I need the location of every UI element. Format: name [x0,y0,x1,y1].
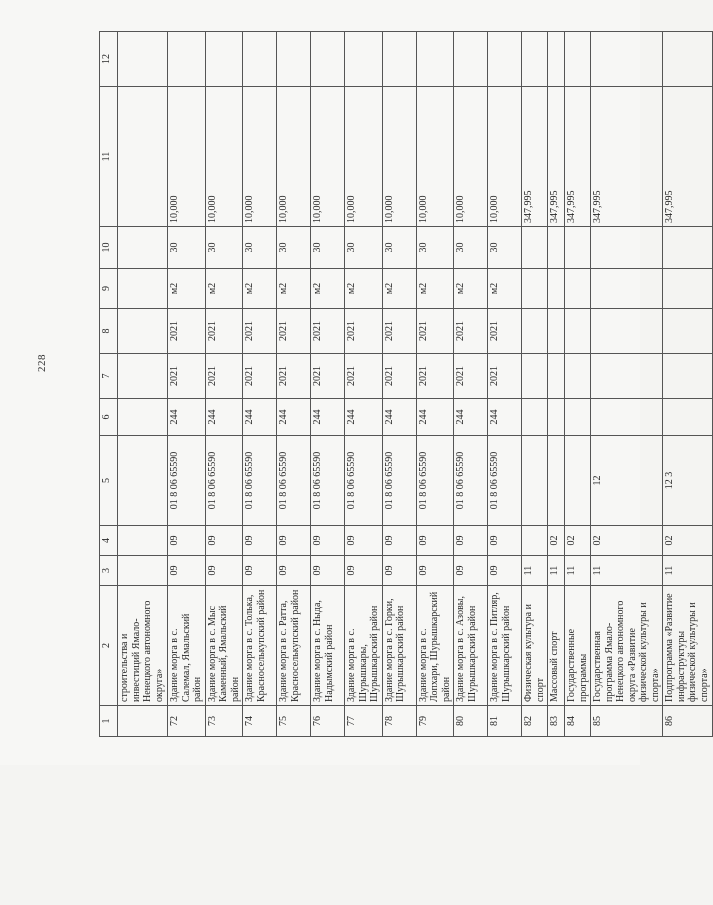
table-cell: 09 [277,526,311,556]
table-cell: 30 [345,227,383,269]
table-cell: 2021 [454,309,488,354]
table-cell: 01 8 06 65590 [345,436,383,526]
table-cell: 2021 [277,354,311,399]
table-cell: Подпрограмма «Развитие инфраструктуры физической культуры и спорта» [663,586,713,706]
table-cell [382,32,416,87]
header-cell: 4 [100,526,118,556]
table-cell [118,309,168,354]
table-cell: 10,000 [454,87,488,227]
table-cell [454,32,488,87]
table-cell [118,526,168,556]
table-cell: 244 [205,399,243,436]
table-row [345,32,383,737]
table-cell [663,354,713,399]
table-cell: м2 [454,269,488,309]
table-cell: Здание морга в с. Толька, Красноселькупский район [243,586,277,706]
table-cell: 09 [382,556,416,586]
table-cell: 2021 [382,309,416,354]
table-cell: 2021 [488,354,522,399]
table-cell: м2 [205,269,243,309]
table-cell: 01 8 06 65590 [311,436,345,526]
table-cell: Здание морга в с. Ратта, Красноселькупский район [277,586,311,706]
table-cell: 09 [416,526,454,556]
table-row [488,32,522,737]
table-cell [118,269,168,309]
table-cell [522,399,548,436]
table-cell [591,309,663,354]
rotated-table-wrapper [99,32,710,737]
table-cell: 30 [311,227,345,269]
table-cell: 09 [345,526,383,556]
table-cell: 244 [416,399,454,436]
table-row [277,32,311,737]
table-cell [345,32,383,87]
table-cell: 09 [205,556,243,586]
table-cell: 2021 [345,354,383,399]
table-cell [118,556,168,586]
table-cell: м2 [345,269,383,309]
table-cell: 09 [488,556,522,586]
table-cell: 09 [205,526,243,556]
header-cell: 7 [100,354,118,399]
table-cell: 11 [663,556,713,586]
table-cell: 30 [382,227,416,269]
table-cell [591,227,663,269]
table-cell: 347,995 [522,87,548,227]
table-cell: 09 [243,526,277,556]
table-cell: 244 [454,399,488,436]
table-cell [565,32,591,87]
table-cell: 244 [277,399,311,436]
table-cell: 2021 [277,309,311,354]
table-row [382,32,416,737]
table-cell: 01 8 06 65590 [382,436,416,526]
table-cell: 2021 [311,309,345,354]
table-cell: 30 [168,227,206,269]
table-cell: 09 [488,526,522,556]
table-cell [522,526,548,556]
table-cell: 09 [416,556,454,586]
table-cell: 10,000 [416,87,454,227]
table-cell: Здание морга в с. Ныда, Надымский район [311,586,345,706]
table-row [522,32,548,737]
table-cell [118,227,168,269]
table-cell: 09 [168,556,206,586]
table-row [663,32,713,737]
table-row [454,32,488,737]
table-cell: Государственная программа Ямало-Ненецкого автономного округа «Развитие физической культуры и спорта» [591,586,663,706]
table-cell: 85 [591,706,663,737]
header-cell: 8 [100,309,118,354]
table-cell [243,32,277,87]
table-cell [663,227,713,269]
table-cell: 09 [243,556,277,586]
table-cell [663,399,713,436]
table-cell: м2 [488,269,522,309]
table-cell: 2021 [168,354,206,399]
table-cell [118,32,168,87]
table-cell [565,227,591,269]
table-cell [591,354,663,399]
table-cell: м2 [311,269,345,309]
table-cell [522,436,548,526]
table-cell: 02 [565,526,591,556]
table-cell: 10,000 [168,87,206,227]
table-cell: 09 [277,556,311,586]
table-cell: 72 [168,706,206,737]
table-cell [118,706,168,737]
table-cell: 10,000 [488,87,522,227]
table-cell: 01 8 06 65590 [205,436,243,526]
table-cell: 11 [548,556,565,586]
table-cell: 2021 [243,309,277,354]
table-cell [522,354,548,399]
table-cell: 01 8 06 65590 [243,436,277,526]
table-cell [565,309,591,354]
table-cell [663,269,713,309]
table-cell [118,354,168,399]
table-cell [118,87,168,227]
table-cell: 244 [345,399,383,436]
table-cell [118,436,168,526]
table-cell: 02 [591,526,663,556]
table-cell: 30 [205,227,243,269]
table-cell: 2021 [416,309,454,354]
header-cell: 3 [100,556,118,586]
table-cell: 347,995 [548,87,565,227]
table-cell: 244 [382,399,416,436]
table-cell: 244 [168,399,206,436]
table-cell: 2021 [382,354,416,399]
table-cell [416,32,454,87]
table-body [100,32,713,737]
table-cell: 84 [565,706,591,737]
table-row [591,32,663,737]
table-cell: 74 [243,706,277,737]
table-cell [311,32,345,87]
table-cell [488,32,522,87]
table-cell [522,269,548,309]
table-cell [591,32,663,87]
table-cell: 73 [205,706,243,737]
table-cell: 12 3 [663,436,713,526]
table-cell: 09 [168,526,206,556]
table-cell: строительства и инвестиций Ямало-Ненецкого автономного округа» [118,586,168,706]
header-cell: 10 [100,227,118,269]
table-cell: Здание морга в с. Питляр, Шурышкарский район [488,586,522,706]
table-cell: 12 [591,436,663,526]
table-cell: м2 [168,269,206,309]
table-cell: 79 [416,706,454,737]
table-cell [168,32,206,87]
table-cell [565,436,591,526]
table-cell [565,269,591,309]
table-cell: 2021 [416,354,454,399]
table-cell [591,399,663,436]
table-cell [548,32,565,87]
table-cell: 347,995 [591,87,663,227]
header-cell: 9 [100,269,118,309]
table-cell [548,436,565,526]
table-cell [548,399,565,436]
table-row [118,32,168,737]
table-cell: 80 [454,706,488,737]
table-cell: 83 [548,706,565,737]
table-cell: 77 [345,706,383,737]
table-cell: 02 [548,526,565,556]
table-cell: 30 [243,227,277,269]
table-cell: 244 [243,399,277,436]
table-cell: 10,000 [382,87,416,227]
table-cell: 01 8 06 65590 [168,436,206,526]
table-cell: м2 [416,269,454,309]
table-row [311,32,345,737]
table-cell: Здание морга в с. Азовы, Шурышкарский район [454,586,488,706]
table-cell: 09 [311,556,345,586]
table-cell [565,399,591,436]
table-cell [663,32,713,87]
table-cell [118,399,168,436]
table-cell: Здание морга в с. Горки, Шурышкарский район [382,586,416,706]
header-cell: 11 [100,87,118,227]
table-row [243,32,277,737]
table-cell: 81 [488,706,522,737]
table-cell: Физическая культура и спорт [522,586,548,706]
table-cell: 10,000 [345,87,383,227]
table-cell: 09 [454,526,488,556]
table-cell: 10,000 [243,87,277,227]
table-cell: 347,995 [663,87,713,227]
table-row [548,32,565,737]
table-cell: 10,000 [277,87,311,227]
table-cell [548,354,565,399]
table-cell: 30 [488,227,522,269]
table-cell: 347,995 [565,87,591,227]
table-cell: м2 [382,269,416,309]
table-cell: м2 [277,269,311,309]
table-cell: 11 [591,556,663,586]
table-cell: 75 [277,706,311,737]
header-cell: 12 [100,32,118,87]
table-cell [522,227,548,269]
table-cell [548,269,565,309]
table-cell: м2 [243,269,277,309]
table-header-row [100,32,118,737]
page-number: 228 [36,354,48,372]
table-cell: 11 [565,556,591,586]
table-cell: 2021 [205,309,243,354]
table-cell: Государственные программы [565,586,591,706]
table-cell [663,309,713,354]
table-cell: 01 8 06 65590 [277,436,311,526]
table-cell: 01 8 06 65590 [488,436,522,526]
table-cell: 2021 [311,354,345,399]
table-cell: 244 [488,399,522,436]
table-cell: 2021 [345,309,383,354]
table-row [205,32,243,737]
table-row [565,32,591,737]
table-cell: 09 [382,526,416,556]
table-cell [565,354,591,399]
header-cell: 6 [100,399,118,436]
table-cell [591,269,663,309]
table-cell: Здание морга в с. Шурышкары, Шурышкарский район [345,586,383,706]
header-cell: 2 [100,586,118,706]
table-cell: 11 [522,556,548,586]
table-cell: Массовый спорт [548,586,565,706]
table-cell: 09 [345,556,383,586]
table-cell: 86 [663,706,713,737]
table-cell: 10,000 [205,87,243,227]
table-cell: 2021 [488,309,522,354]
table-cell: 09 [311,526,345,556]
table-row [168,32,206,737]
table-cell [548,227,565,269]
table-cell: 09 [454,556,488,586]
table-cell [522,309,548,354]
table-cell: 30 [416,227,454,269]
budget-table [99,31,713,737]
header-cell: 5 [100,436,118,526]
table-cell [205,32,243,87]
table-cell: 244 [311,399,345,436]
table-cell: 2021 [168,309,206,354]
table-cell: Здание морга в с. Салемал, Ямальский район [168,586,206,706]
header-cell: 1 [100,706,118,737]
table-cell: 01 8 06 65590 [416,436,454,526]
table-cell: 10,000 [311,87,345,227]
table-cell: 30 [277,227,311,269]
table-cell [277,32,311,87]
table-cell: Здание морга в с. Мыс Каменный, Ямальский район [205,586,243,706]
table-cell: 2021 [454,354,488,399]
table-cell [548,309,565,354]
table-cell: 02 [663,526,713,556]
table-cell: 78 [382,706,416,737]
table-cell: Здание морга в с. Лопхари, Шурышкарский район [416,586,454,706]
table-cell: 2021 [205,354,243,399]
table-cell: 01 8 06 65590 [454,436,488,526]
table-cell [522,32,548,87]
table-row [416,32,454,737]
table-cell: 30 [454,227,488,269]
table-cell: 76 [311,706,345,737]
table-cell: 2021 [243,354,277,399]
table-cell: 82 [522,706,548,737]
